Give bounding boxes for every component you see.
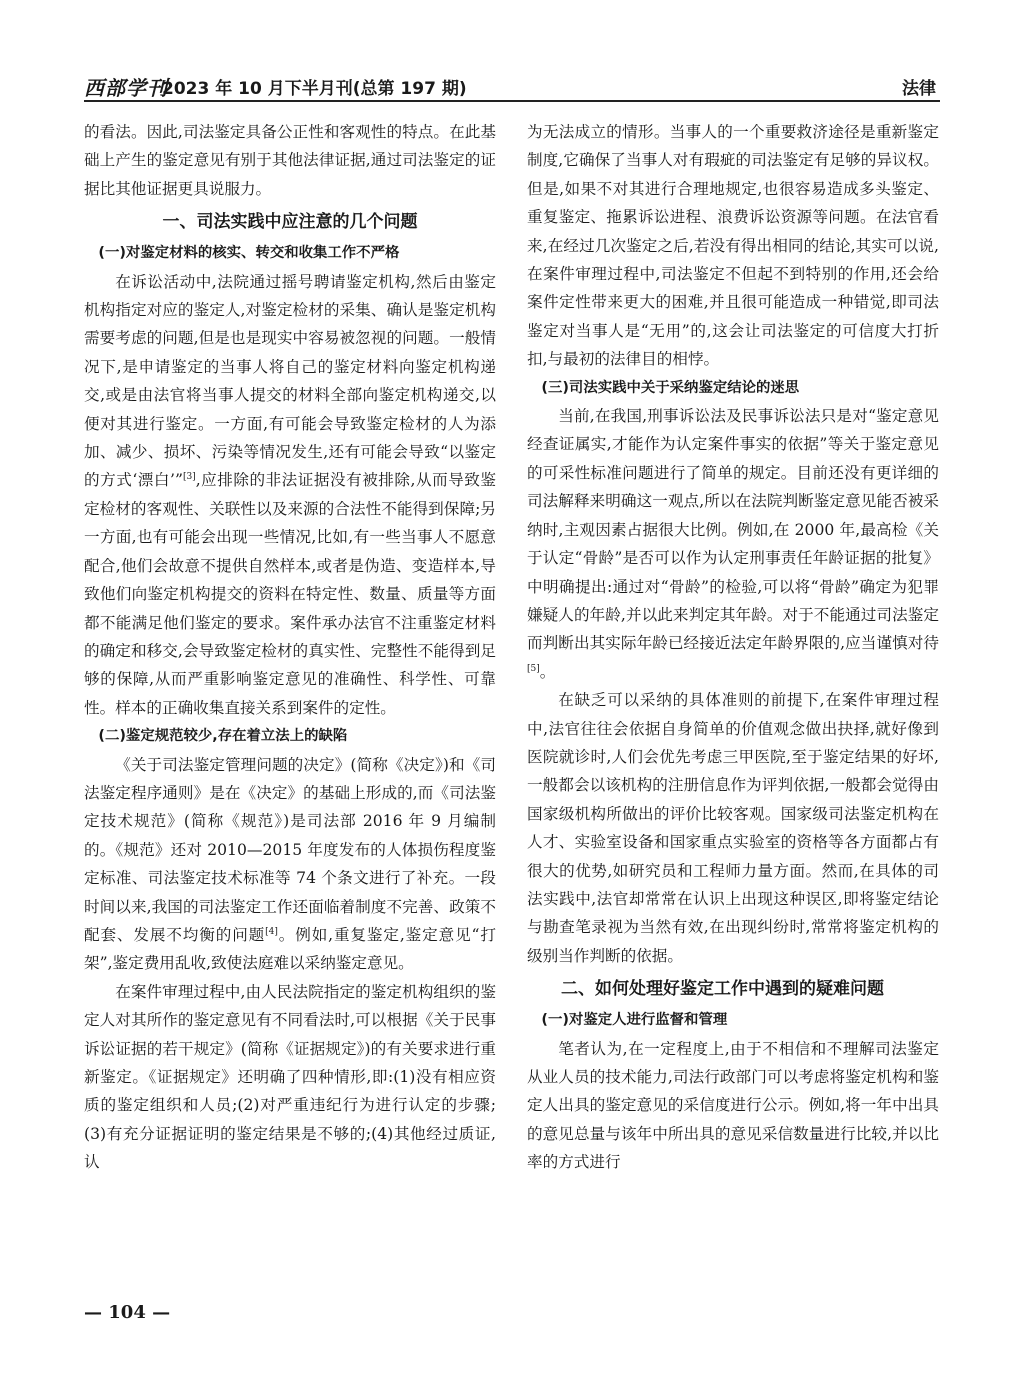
subsection-heading: (二)鉴定规范较少,存在着立法上的缺陷 <box>98 728 348 745</box>
paragraph-text: 。例如,重复鉴定,鉴定意见“打架”,鉴定费用乱收,致使法庭难以采纳鉴定意见。 <box>84 925 496 973</box>
paragraph-text: 。 <box>539 662 556 681</box>
paragraph: 在缺乏可以采纳的具体准则的前提下,在案件审理过程中,法官往往会依据自身简单的价值观念做出抉择,就好像到医院就诊时,人们会优先考虑三甲医院,至于鉴定结果的好坏,一般都会以该机构的注册信息作为评判依据,一般都会觉得由国家级机构所做出的评价比较客观。国家级司法鉴定机构在人才、实验室设备和国家重点实验室的资格等各方面都占有很大的优势,如研究员和工程师力量方面。然而,在具体的司法实践中,法官却常常在认识上出现这种误区,即将鉴定结论与勘查笔录视为当然有效,在出现纠纷时,常常将鉴定机构的级别当作判断的依据。 <box>527 691 939 965</box>
subsection-heading: (一)对鉴定材料的核实、转交和收集工作不严格 <box>98 245 400 262</box>
paragraph-text: 当前,在我国,刑事诉讼法及民事诉讼法只是对“鉴定意见经查证属实,才能作为认定案件事实的依据”等关于鉴定意见的可采性标准问题进行了简单的规定。目前还没有更详细的司法解释来明确这一观点,所以在法院判断鉴定意见能否被采纳时,主观因素占据很大比例。例如,在 2000 年,最高检《关于认定“骨龄”是否可以作为认定刑事责任年龄证据的批复》中明确提出:通过对“骨龄”的检验,可以将“骨龄”确定为犯罪嫌疑人的年龄,并以此来判定其年龄。对于不能通过司法鉴定而判断出其实际年龄已经接近法定年龄界限的,应当谨慎对待 <box>527 407 939 653</box>
page-number: — 104 — <box>84 1302 171 1323</box>
citation: [4] <box>265 926 278 937</box>
paragraph: 的看法。因此,司法鉴定具备公正性和客观性的特点。在此基础上产生的鉴定意见有别于其他法律证据,通过司法鉴定的证据比其他证据更具说服力。 <box>84 123 496 198</box>
section-heading: 二、如何处理好鉴定工作中遇到的疑难问题 <box>561 979 884 1000</box>
subsection-heading: (三)司法实践中关于采纳鉴定结论的迷思 <box>541 379 800 396</box>
paragraph-text: ,应排除的非法证据没有被排除,从而导致鉴定检材的客观性、关联性以及来源的合法性不能得到保障;另一方面,也有可能会出现一些情况,比如,有一些当事人不愿意配合,他们会故意不提供自然样本,或者是伪造、变造样本,导致他们向鉴定机构提交的资料在特定性、数量、质量等方面都不能满足他们鉴定的要求。案件承办法官不注重鉴定材料的确定和移交,会导致鉴定检材的真实性、完整性不能得到足够的保障,从而严重影响鉴定意见的准确性、科学性、可靠性。样本的正确收集直接关系到案件的定性。 <box>84 471 497 717</box>
paragraph-text: 在诉讼活动中,法院通过摇号聘请鉴定机构,然后由鉴定机构指定对应的鉴定人,对鉴定检材的采集、确认是鉴定机构需要考虑的问题,但是也是现实中容易被忽视的问题。一般情况下,是申请鉴定的当事人将自己的鉴定材料向鉴定机构递交,或是由法官将当事人提交的材料全部向鉴定机构递交,以便对其进行鉴定。一方面,有可能会导致鉴定检材的人为添加、减少、损坏、污染等情况发生,还有可能会导致“以鉴定的方式‘漂白’” <box>84 272 496 490</box>
citation: [3] <box>182 472 196 483</box>
paragraph: 为无法成立的情形。当事人的一个重要救济途径是重新鉴定制度,它确保了当事人对有瑕疵的司法鉴定有足够的异议权。但是,如果不对其进行合理地规定,也很容易造成多头鉴定、重复鉴定、拖累诉讼进程、浪费诉讼资源等问题。在法官看来,在经过几次鉴定之后,若没有得出相同的结论,其实可以说,在案件审理过程中,司法鉴定不但起不到特别的作用,还会给案件定性带来更大的困难,并且很可能造成一种错觉,即司法鉴定对当事人是“无用”的,这会让司法鉴定的可信度大打折扣,与最初的法律目的相悖。 <box>527 123 939 369</box>
paragraph <box>84 268 496 723</box>
paragraph: 在案件审理过程中,由人民法院指定的鉴定机构组织的鉴定人对其所作的鉴定意见有不同看法时,可以根据《关于民事诉讼证据的若干规定》(简称《证据规定》)的有关要求进行重新鉴定。《证据规定》还明确了四种情形,即:(1)没有相应资质的鉴定组织和人员;(2)对严重违纪行为进行认定的步骤;(3)有充分证据证明的鉴定结果是不够的;(4)其他经过质证,认 <box>84 982 496 1172</box>
paragraph-text: 《关于司法鉴定管理问题的决定》(简称《决定》)和《司法鉴定程序通则》是在《决定》的基础上形成的,而《司法鉴定技术规范》(简称《规范》)是司法部 2016 年 9 月编制的。《规范》还对 2010—2015 年度发布的人体损伤程度鉴定标准、司法鉴定技术标准等 74 个条文进行了补充。一段时间以来,我国的司法鉴定工作还面临着制度不完善、政策不配套、发展不均衡的问题 <box>84 755 496 944</box>
right-column <box>527 118 939 1177</box>
section-heading: 一、司法实践中应注意的几个问题 <box>162 212 418 233</box>
running-header <box>84 70 940 102</box>
left-column <box>84 118 496 1177</box>
paragraph <box>527 402 939 686</box>
paragraph: 笔者认为,在一定程度上,由于不相信和不理解司法鉴定从业人员的技术能力,司法行政部门可以考虑将鉴定机构和鉴定人出具的鉴定意见的采信度进行公示。例如,将一年中出具的意见总量与该年中所出具的意见采信数量进行比较,并以比率的方式进行 <box>527 1039 939 1172</box>
subsection-heading: (一)对鉴定人进行监督和管理 <box>541 1012 728 1029</box>
journal-logo: 西部学刊 <box>84 76 168 100</box>
paragraph <box>84 751 496 978</box>
citation: [5] <box>527 663 540 674</box>
issue-info: 2023 年 10 月下半月刊(总第 197 期) <box>162 79 467 99</box>
section-name: 法律 <box>902 79 936 99</box>
